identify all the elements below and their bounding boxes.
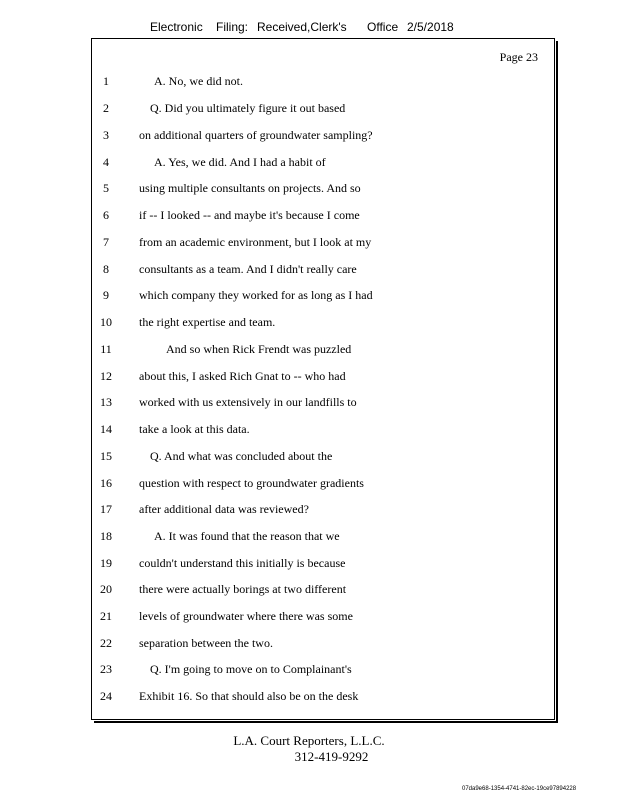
line-text: consultants as a team. And I didn't really care — [139, 262, 357, 276]
line-number: 6 — [103, 208, 109, 222]
line-number: 3 — [103, 128, 109, 142]
reporter-company: L.A. Court Reporters, L.L.C. — [233, 733, 385, 748]
transcript-line — [0, 582, 618, 598]
line-text: And so when Rick Frendt was puzzled — [166, 342, 352, 356]
line-number: 21 — [100, 609, 112, 623]
line-text: Q. And what was concluded about the — [150, 449, 333, 463]
line-text: there were actually borings at two different — [139, 582, 347, 596]
line-number: 7 — [103, 235, 109, 249]
transcript-line — [0, 128, 618, 144]
transcript-line — [0, 476, 618, 492]
line-number: 2 — [103, 101, 109, 115]
line-number: 13 — [100, 395, 112, 409]
line-number: 14 — [100, 422, 112, 436]
page-number: Page 23 — [499, 50, 538, 64]
transcript-line — [0, 74, 618, 90]
transcript-line — [0, 529, 618, 545]
line-number: 9 — [103, 288, 109, 302]
header-received: Received,Clerk's — [257, 20, 347, 34]
line-number: 5 — [103, 181, 109, 195]
line-text: about this, I asked Rich Gnat to -- who had — [139, 369, 346, 383]
footer — [0, 733, 618, 765]
transcript-line — [0, 449, 618, 465]
transcript-line — [0, 288, 618, 304]
line-number: 16 — [100, 476, 112, 490]
line-text: on additional quarters of groundwater sampling? — [139, 128, 373, 142]
line-text: take a look at this data. — [139, 422, 250, 436]
line-text: after additional data was reviewed? — [139, 502, 309, 516]
transcript-line — [0, 235, 618, 251]
line-number: 12 — [100, 369, 112, 383]
header-filing: Filing: — [216, 20, 249, 34]
line-text: Exhibit 16. So that should also be on the desk — [139, 689, 359, 703]
transcript-line — [0, 502, 618, 518]
line-number: 10 — [100, 315, 112, 329]
transcript-line — [0, 262, 618, 278]
line-number: 8 — [103, 262, 109, 276]
line-text: from an academic environment, but I look at my — [139, 235, 372, 249]
line-number: 18 — [100, 529, 112, 543]
line-text: worked with us extensively in our landfills to — [139, 395, 357, 409]
transcript-line — [0, 155, 618, 171]
line-number: 20 — [100, 582, 112, 596]
line-text: A. Yes, we did. And I had a habit of — [154, 155, 326, 169]
line-text: if -- I looked -- and maybe it's because I come — [139, 208, 360, 222]
line-number: 4 — [103, 155, 109, 169]
transcript-line — [0, 369, 618, 385]
transcript-line — [0, 556, 618, 572]
line-text: couldn't understand this initially is because — [139, 556, 346, 570]
line-number: 17 — [100, 502, 112, 516]
line-text: the right expertise and team. — [139, 315, 276, 329]
line-text: separation between the two. — [139, 636, 273, 650]
line-text: which company they worked for as long as I had — [139, 288, 373, 302]
line-text: Q. I'm going to move on to Complainant's — [150, 662, 352, 676]
transcript-line — [0, 208, 618, 224]
transcript-line — [0, 315, 618, 331]
line-number: 1 — [103, 74, 109, 88]
line-number: 11 — [100, 342, 112, 356]
reporter-phone: 312-419-9292 — [294, 749, 369, 764]
transcript-line — [0, 689, 618, 705]
header-office: Office — [367, 20, 399, 34]
transcript-line — [0, 422, 618, 438]
transcript-line — [0, 395, 618, 411]
header-date: 2/5/2018 — [407, 20, 454, 34]
line-text: question with respect to groundwater gradients — [139, 476, 364, 490]
line-text: using multiple consultants on projects. And so — [139, 181, 361, 195]
line-text: levels of groundwater where there was some — [139, 609, 353, 623]
line-number: 24 — [100, 689, 112, 703]
line-text: A. No, we did not. — [154, 74, 243, 88]
document-hash: 07da9e68-1354-4741-82ec-19ce97894228 — [462, 786, 577, 792]
line-number: 23 — [100, 662, 112, 676]
transcript-line — [0, 342, 618, 358]
transcript-line — [0, 636, 618, 652]
transcript-line — [0, 609, 618, 625]
transcript-line — [0, 181, 618, 197]
transcript-line — [0, 101, 618, 117]
line-number: 15 — [100, 449, 112, 463]
header-electronic: Electronic — [150, 20, 203, 34]
line-number: 19 — [100, 556, 112, 570]
line-number: 22 — [100, 636, 112, 650]
line-text: A. It was found that the reason that we — [154, 529, 340, 543]
line-text: Q. Did you ultimately figure it out based — [150, 101, 346, 115]
transcript-line — [0, 662, 618, 678]
